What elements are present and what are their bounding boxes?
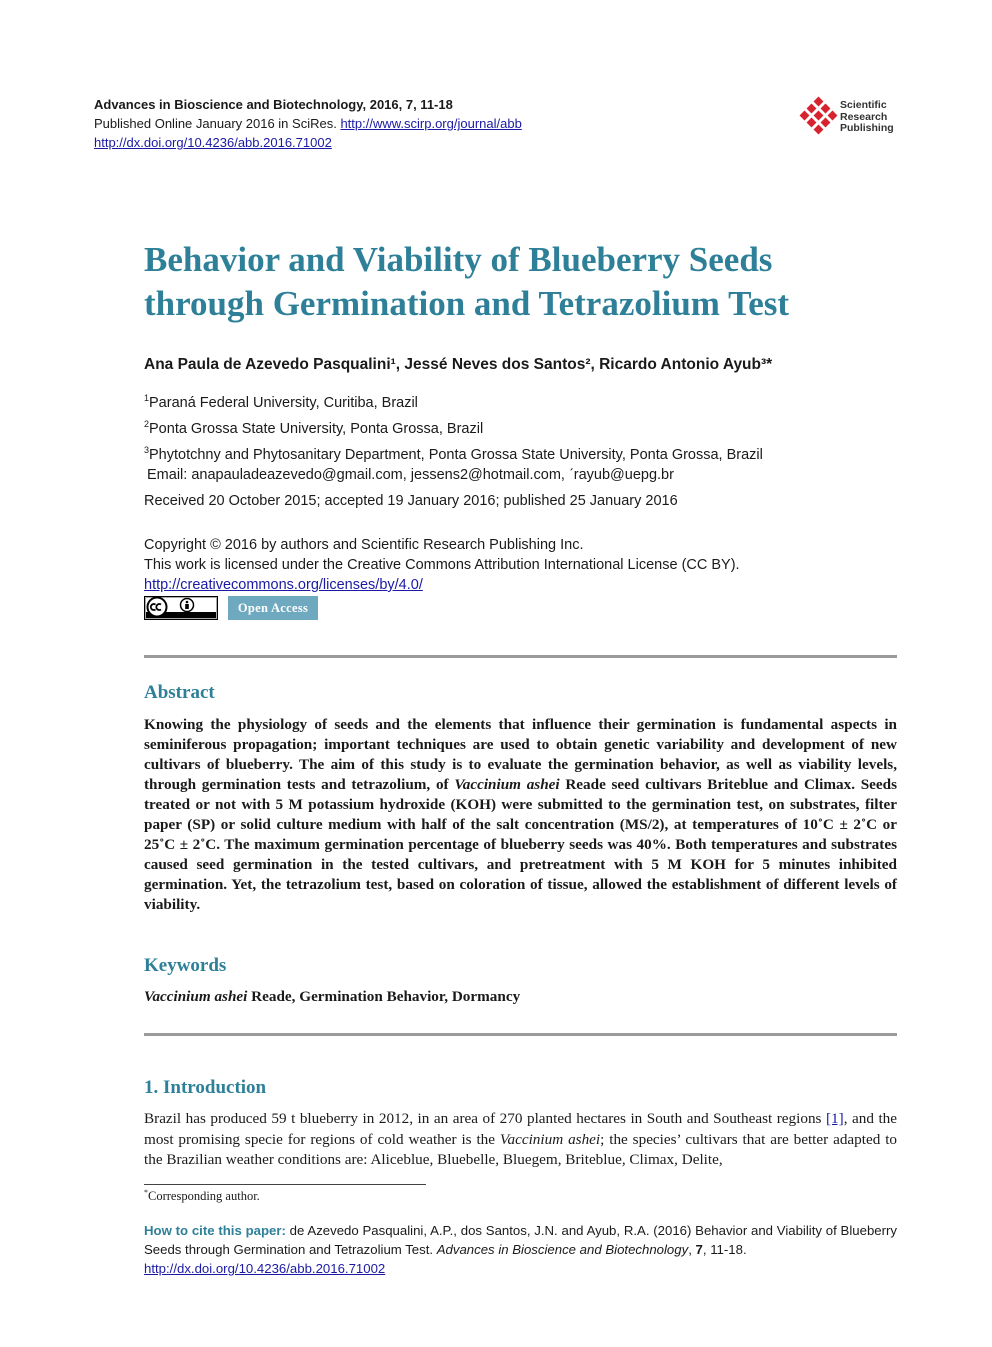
abstract-species-name: Vaccinium ashei xyxy=(454,776,560,793)
intro-species-name: Vaccinium ashei xyxy=(499,1130,601,1148)
how-to-cite-separator: , xyxy=(688,1242,696,1257)
affiliation-1 xyxy=(144,388,904,414)
copyright-line: Copyright © 2016 by authors and Scientific Research Publishing Inc. xyxy=(144,537,584,553)
affiliation-3 xyxy=(144,440,904,466)
affiliations xyxy=(144,388,904,486)
logo-line-2: Research xyxy=(840,110,888,123)
keywords-species-name: Vaccinium ashei xyxy=(144,988,248,1005)
published-line xyxy=(94,114,694,133)
title-line-1: Behavior and Viability of Blueberry Seeds xyxy=(144,240,773,279)
logo-line-1: Scientific xyxy=(840,99,887,111)
divider-top xyxy=(144,655,897,658)
keywords-text xyxy=(144,988,897,1006)
header-doi-link[interactable]: http://dx.doi.org/10.4236/abb.2016.71002 xyxy=(94,135,332,150)
footnote-divider xyxy=(144,1184,426,1185)
how-to-cite-journal: Advances in Bioscience and Biotechnology xyxy=(436,1242,689,1257)
affiliation-2-text: Ponta Grossa State University, Ponta Grossa, Brazil xyxy=(149,420,484,437)
license-url-link[interactable]: http://creativecommons.org/licenses/by/4.0/ xyxy=(144,577,423,593)
abstract-text-part-2: Reade seed cultivars Briteblue and Climax. Seeds treated or not with 5 M potassium hydroxide (KOH) were submitted to the germination test, on substrates, filter paper (SP) or solid culture medium with half of the salt concentration (MS/2), at temperatures of 10˚C ± 2˚C or 25˚C ± 2˚C. The maximum germination percentage of blueberry seeds was 40%. Both temperatures and substrates caused seed germination in the tested cultivars, and pretreatment with 5 M KOH for 5 minutes inhibited germination. Yet, the tetrazolium test, based on coloration of tissue, allowed the establishment of different levels of viability. xyxy=(144,776,898,913)
publisher-logo xyxy=(798,96,908,140)
author-list: Ana Paula de Azevedo Pasqualini¹, Jessé Neves dos Santos², Ricardo Antonio Ayub³* xyxy=(144,356,773,373)
intro-text-part-2: , and the most promising specie for regions of cold weather is the xyxy=(144,1110,897,1148)
affiliation-3-number: 3 xyxy=(144,444,150,455)
logo-text xyxy=(840,100,894,135)
how-to-cite-volume: 7 xyxy=(695,1242,703,1257)
affiliation-2 xyxy=(144,414,904,440)
how-to-cite-label: How to cite this paper: xyxy=(144,1223,286,1238)
title-line-2: through Germination and Tetrazolium Test xyxy=(144,284,790,323)
divider-bottom xyxy=(144,1033,897,1036)
reference-1-link[interactable]: [1] xyxy=(825,1110,844,1127)
how-to-cite-text: de Azevedo Pasqualini, A.P., dos Santos, J.N. and Ayub, R.A. (2016) Behavior and Viability of Blueberry Seeds through Germination and Tetrazolium Test. xyxy=(144,1223,897,1257)
abstract-heading: Abstract xyxy=(144,682,215,703)
journal-citation-line: Advances in Bioscience and Biotechnology, 2016, 7, 11-18 xyxy=(94,97,453,112)
affiliation-1-text: Paraná Federal University, Curitiba, Brazil xyxy=(149,394,418,411)
journal-url-link[interactable]: http://www.scirp.org/journal/abb xyxy=(340,116,522,131)
intro-text-part-3: ; the species’ cultivars that are better adapted to the Brazilian weather conditions are: Aliceblue, Bluebelle, Bluegem, Briteblue, Climax, Delite, xyxy=(144,1130,898,1168)
publication-dates: Received 20 October 2015; accepted 19 January 2016; published 25 January 2016 xyxy=(144,493,678,509)
affiliation-1-number: 1 xyxy=(144,393,150,403)
corresponding-author-footnote xyxy=(144,1188,260,1204)
citation-doi-link[interactable]: http://dx.doi.org/10.4236/abb.2016.71002 xyxy=(144,1261,386,1276)
intro-text-part-1: Brazil has produced 59 t blueberry in 2012, in an area of 270 planted hectares in South and Southeast regions xyxy=(144,1110,826,1127)
journal-header xyxy=(94,95,694,152)
keywords-rest: Reade, Germination Behavior, Dormancy xyxy=(247,988,521,1005)
how-to-cite-pages: , 11-18. xyxy=(702,1242,747,1257)
diamond-cluster-logo-icon xyxy=(798,96,840,140)
footnote-text: Corresponding author. xyxy=(148,1189,260,1204)
keywords-heading: Keywords xyxy=(144,955,227,976)
copyright-block xyxy=(144,535,904,595)
cc-by-license-icon[interactable] xyxy=(144,596,218,620)
affiliation-3-text: Phytotchny and Phytosanitary Department, Ponta Grossa State University, Ponta Grossa, Brazil xyxy=(149,446,763,463)
paper-title xyxy=(144,238,904,326)
abstract-text xyxy=(144,715,897,915)
abstract-text-part-1: Knowing the physiology of seeds and the elements that influence their germination is fundamental aspects in seminiferous propagation; important techniques are used to obtain genetic variability and development of new cultivars of blueberry. The aim of this study is to evaluate the germination behavior, as well as viability levels, through germination tests and tetrazolium, of xyxy=(144,716,897,793)
footnote-marker: * xyxy=(144,1188,148,1197)
introduction-text xyxy=(144,1109,897,1171)
how-to-cite xyxy=(144,1221,897,1278)
logo-line-3: Publishing xyxy=(840,122,894,134)
license-line: This work is licensed under the Creative Commons Attribution International License (CC BY). xyxy=(144,557,740,573)
email-line: Email: anapauladeazevedo@gmail.com, jessens2@hotmail.com, ˊrayub@uepg.br xyxy=(147,467,674,484)
published-prefix: Published Online January 2016 in SciRes. xyxy=(94,116,341,131)
open-access-badge[interactable]: Open Access xyxy=(228,596,318,620)
introduction-heading: 1. Introduction xyxy=(144,1077,267,1098)
affiliation-2-number: 2 xyxy=(144,418,150,429)
